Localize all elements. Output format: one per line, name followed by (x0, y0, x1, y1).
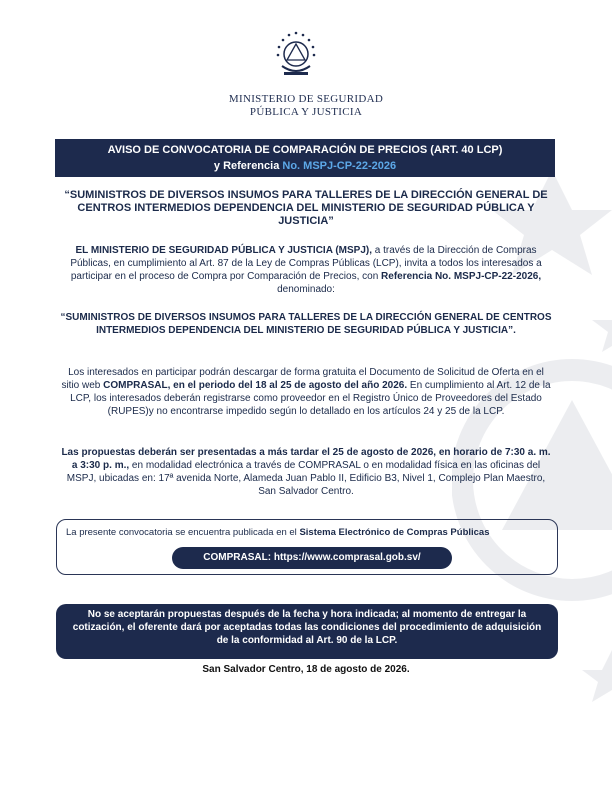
procurement-title-repeat: “SUMINISTROS DE DIVERSOS INSUMOS PARA TALLERES DE LA DIRECCIÓN GENERAL DE CENTROS INTERMEDIOS DEPENDENCIA DEL MINISTERIO DE SEGURIDAD PÚBLICA Y JUSTICIA”. (60, 312, 552, 336)
late-submission-notice: No se aceptarán propuestas después de la fecha y hora indicada; al momento de entregar la cotización, el oferente dará por aceptadas todas las condiciones del procedimiento de adquisición de la conformidad al Art. 90 de la LCP. (56, 604, 558, 659)
banner-reference-line (55, 158, 555, 174)
deadline-paragraph (58, 446, 554, 498)
coat-of-arms-icon (274, 30, 318, 82)
download-paragraph (58, 366, 554, 418)
banner-title: AVISO DE CONVOCATORIA DE COMPARACIÓN DE PRECIOS (ART. 40 LCP) (107, 144, 503, 156)
reference-bold: Referencia No. MSPJ-CP-22-2026, (381, 271, 542, 282)
ministry-name-line2: PÚBLICA Y JUSTICIA (249, 106, 363, 118)
download-text: Los interesados en participar podrán descargar de forma gratuita el Documento de Solicitud de Oferta en el sitio web (61, 367, 544, 391)
deadline-bold: Las propuestas deberán ser presentadas a más tardar el 25 de agosto de 2026, en horario de 7:30 a. m. a 3:30 p. m., (61, 447, 551, 471)
ministry-bold: EL MINISTERIO DE SEGURIDAD PÚBLICA Y JUSTICIA (MSPJ), (75, 245, 372, 256)
intro-paragraph (58, 244, 554, 296)
intro-text-end: denominado: (277, 284, 335, 295)
ministry-name-line1: MINISTERIO DE SEGURIDAD (228, 93, 384, 105)
publication-text (66, 527, 556, 538)
publication-system-bold: Sistema Electrónico de Compras Públicas (299, 527, 490, 538)
comprasal-link[interactable]: COMPRASAL: https://www.comprasal.gob.sv/ (172, 547, 452, 569)
closing-date: San Salvador Centro, 18 de agosto de 2026. (202, 664, 410, 675)
intro-text: a través de la Dirección de Compras Públicas, en cumplimiento al Art. 87 de la Ley de Compras Públicas (LCP), invita a todos los interesados a participar en el proceso de Compra por Comparación de Precios, con (70, 245, 542, 282)
notice-banner (55, 139, 555, 177)
download-period-bold: COMPRASAL, en el periodo del 18 al 25 de agosto del año 2026. (103, 380, 408, 391)
banner-reference-prefix: y Referencia (213, 160, 283, 172)
procurement-title: “SUMINISTROS DE DIVERSOS INSUMOS PARA TALLERES DE LA DIRECCIÓN GENERAL DE CENTROS INTERMEDIOS DEPENDENCIA DEL MINISTERIO DE SEGURIDAD PÚBLICA Y JUSTICIA” (64, 189, 548, 227)
deadline-text: en modalidad electrónica a través de COMPRASAL o en modalidad física en las oficinas del MSPJ, ubicadas en: 17ª avenida Norte, Alameda Juan Pablo II, Edificio B3, Nivel 1, Complejo Plan Maestro, San Salvador Centro. (66, 460, 546, 497)
publication-text-plain: La presente convocatoria se encuentra publicada en el (66, 527, 300, 538)
banner-reference-number: No. MSPJ-CP-22-2026 (282, 160, 397, 172)
download-text-end: En cumplimiento al Art. 12 de la LCP, los interesados deberán registrarse como proveedor en el Registro Único de Proveedores del Estado (RUPES)y no encontrarse impedido según lo detallado en los artículos 24 y 25 de la LCP. (70, 380, 551, 417)
